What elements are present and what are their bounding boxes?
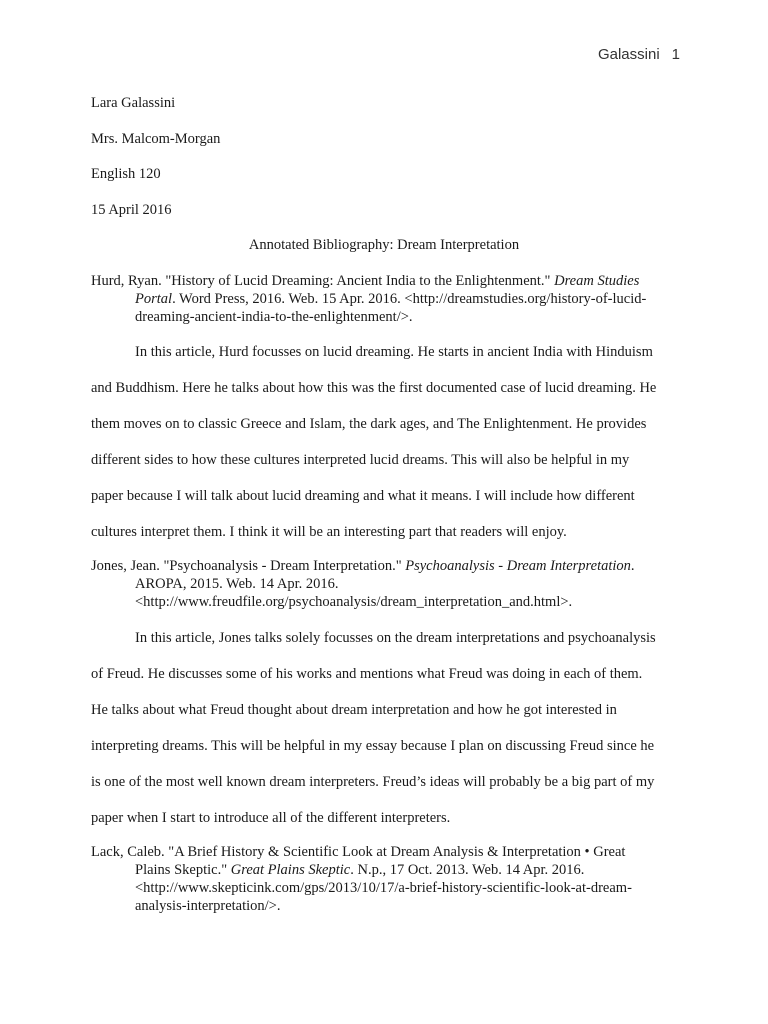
running-header <box>598 46 680 63</box>
annotation-line: cultures interpret them. I think it will be an interesting part that readers will enjoy. <box>91 524 567 540</box>
annotation-line: is one of the most well known dream interpreters. Freud’s ideas will probably be a big part of my <box>91 774 655 790</box>
student-name: Lara Galassini <box>91 95 176 111</box>
citation-line: <http://www.skepticink.com/gps/2013/10/17/a-brief-history-scientific-look-at-dream- <box>135 880 632 896</box>
citation-line: Portal. Word Press, 2016. Web. 15 Apr. 2016. <http://dreamstudies.org/history-of-lucid- <box>135 291 647 307</box>
annotation-hurd <box>91 334 691 550</box>
citation-line: Hurd, Ryan. "History of Lucid Dreaming: Ancient India to the Enlightenment." Dream Studies <box>91 273 640 289</box>
page-number: 1 <box>671 46 680 63</box>
citation-jones <box>91 557 681 611</box>
citation-line: Plains Skeptic." Great Plains Skeptic. N.p., 17 Oct. 2013. Web. 14 Apr. 2016. <box>135 862 585 878</box>
citation-line: analysis-interpretation/>. <box>135 898 281 914</box>
annotation-line: them moves on to classic Greece and Islam, the dark ages, and The Enlightenment. He provides <box>91 416 647 432</box>
annotation-jones <box>91 620 691 836</box>
page-title: Annotated Bibliography: Dream Interpretation <box>248 237 520 253</box>
annotation-line: In this article, Jones talks solely focusses on the dream interpretations and psychoanalysis <box>135 630 656 646</box>
citation-lack <box>91 843 681 915</box>
instructor-name: Mrs. Malcom-Morgan <box>91 131 221 147</box>
annotation-line: In this article, Hurd focusses on lucid dreaming. He starts in ancient India with Hinduism <box>135 344 653 360</box>
annotation-line: different sides to how these cultures interpreted lucid dreams. This will also be helpful in my <box>91 452 630 468</box>
annotation-line: of Freud. He discusses some of his works and mentions what Freud was doing in each of them. <box>91 666 643 682</box>
citation-line: AROPA, 2015. Web. 14 Apr. 2016. <box>135 576 339 592</box>
citation-line: Lack, Caleb. "A Brief History & Scientific Look at Dream Analysis & Interpretation • Great <box>91 844 626 860</box>
annotation-line: interpreting dreams. This will be helpful in my essay because I plan on discussing Freud since he <box>91 738 655 754</box>
course-name: English 120 <box>91 166 161 182</box>
citation-line: <http://www.freudfile.org/psychoanalysis/dream_interpretation_and.html>. <box>135 594 573 610</box>
citation-hurd <box>91 272 681 326</box>
header-surname: Galassini <box>597 46 660 63</box>
annotation-line: paper because I will talk about lucid dreaming and what it means. I will include how different <box>91 488 635 504</box>
annotation-line: He talks about what Freud thought about dream interpretation and how he got interested in <box>91 702 617 718</box>
document-date: 15 April 2016 <box>91 202 172 218</box>
annotation-line: paper when I start to introduce all of the different interpreters. <box>91 810 451 826</box>
citation-line: dreaming-ancient-india-to-the-enlightenment/>. <box>135 309 413 325</box>
citation-line: Jones, Jean. "Psychoanalysis - Dream Interpretation." Psychoanalysis - Dream Interpretation. <box>91 558 635 574</box>
annotation-line: and Buddhism. Here he talks about how this was the first documented case of lucid dreaming. He <box>91 380 657 396</box>
